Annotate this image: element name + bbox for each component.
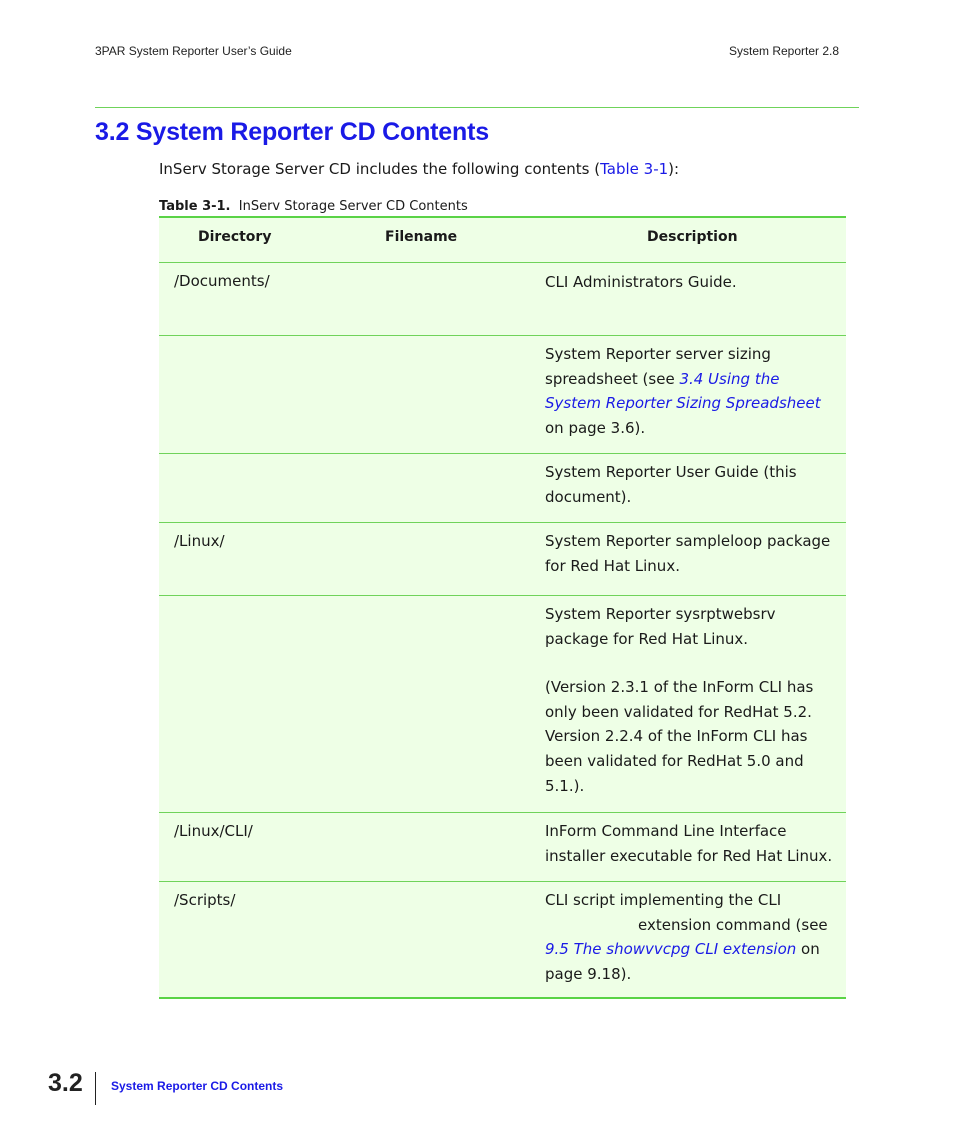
page-number: 3.2 (48, 1069, 83, 1097)
description-text: (Version 2.3.1 of the InForm CLI has only been validated for RedHat 5.2. Version 2.2.4 of the InForm CLI has been validated for RedHat 5.0 and 5.1.). (545, 678, 814, 795)
running-header-left: 3PAR System Reporter User’s Guide (95, 44, 292, 58)
running-header-right: System Reporter 2.8 (729, 44, 840, 58)
sizing-spreadsheet-link[interactable]: 3.4 Using the System Reporter Sizing Spreadsheet (545, 369, 821, 413)
cell-directory: /Documents/ (174, 272, 270, 290)
footer-section-title: System Reporter CD Contents (111, 1079, 284, 1093)
description-text: CLI Administrators Guide. (545, 273, 737, 291)
table-caption-label: Table 3-1. (159, 199, 231, 214)
description-text: System Reporter sysrptwebsrv package for Red Hat Linux. (545, 605, 776, 648)
header-divider (95, 107, 859, 108)
column-header-description: Description (647, 229, 738, 245)
cell-description (545, 819, 835, 868)
footer-divider (95, 1072, 96, 1105)
table-row (159, 595, 846, 812)
cell-description (545, 529, 835, 578)
table-row (159, 522, 846, 595)
description-text: on page 9.18). (545, 940, 820, 983)
intro-text-before: InServ Storage Server CD includes the following contents ( (159, 160, 601, 178)
column-header-directory: Directory (198, 229, 272, 245)
cell-directory: /Linux/ (174, 532, 225, 550)
table-caption-text: InServ Storage Server CD Contents (238, 199, 468, 214)
section-title: 3.2 System Reporter CD Contents (95, 118, 489, 146)
table-row (159, 881, 846, 997)
cell-description (545, 602, 835, 798)
cell-description (545, 270, 835, 295)
contents-table (159, 216, 846, 999)
description-text: System Reporter server sizing spreadsheet (see (545, 345, 771, 388)
intro-text-after: ): (668, 160, 680, 178)
table-reference-link[interactable]: Table 3-1 (600, 160, 669, 178)
table-row (159, 453, 846, 522)
table-row (159, 262, 846, 335)
description-text: on page 3.6). (545, 418, 646, 437)
table-header-row (159, 218, 846, 262)
cell-directory: /Linux/CLI/ (174, 822, 253, 840)
intro-paragraph (159, 160, 679, 178)
cell-directory: /Scripts/ (174, 891, 236, 909)
table-row (159, 335, 846, 453)
cell-description (545, 460, 835, 509)
cell-description (545, 342, 835, 440)
cell-description (545, 888, 835, 986)
description-text: InForm Command Line Interface installer executable for Red Hat Linux. (545, 822, 833, 865)
column-header-filename: Filename (385, 229, 458, 245)
showvvcpg-extension-link[interactable]: 9.5 The showvvcpg CLI extension (545, 940, 797, 959)
description-text: System Reporter sampleloop package for Red Hat Linux. (545, 532, 831, 575)
description-text: CLI script implementing the CLI (545, 891, 782, 909)
description-text: extension command (see (638, 915, 828, 934)
table-row (159, 812, 846, 881)
table-caption (159, 199, 468, 214)
description-text: System Reporter User Guide (this document). (545, 463, 797, 506)
